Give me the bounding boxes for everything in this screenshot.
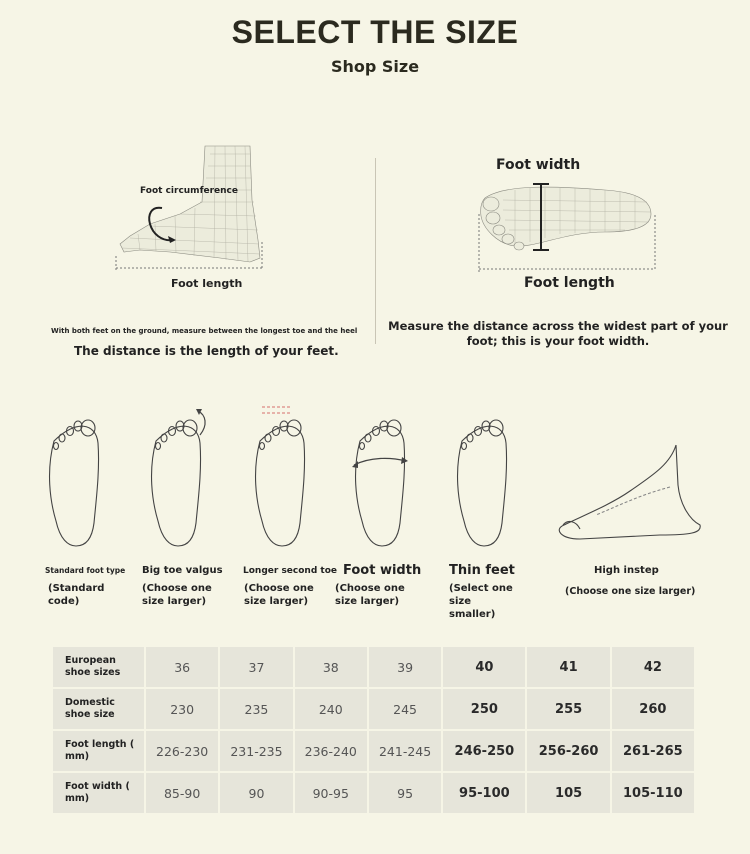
table-row [53, 647, 694, 687]
table-cell: 42 [612, 647, 694, 687]
table-cell: 245 [369, 689, 441, 729]
foot-type-desc-second-toe: (Choose one size larger) [244, 583, 314, 607]
table-cell: 260 [612, 689, 694, 729]
table-row [53, 731, 694, 771]
row-header: Domestic shoe size [53, 689, 144, 729]
measure-instruction-small: With both feet on the ground, measure between the longest toe and the heel [51, 327, 358, 335]
panel-divider [375, 158, 376, 344]
foot-type-desc-standard: (Standard code) [48, 583, 105, 607]
foot-type-desc-width: (Choose one size larger) [335, 583, 405, 607]
foot-type-desc-big-toe: (Choose one size larger) [142, 583, 212, 607]
size-chart-table [51, 645, 696, 815]
foot-side-illustration [110, 140, 270, 290]
table-cell: 90 [220, 773, 292, 813]
foot-type-name-width: Foot width [343, 563, 422, 578]
table-cell: 95 [369, 773, 441, 813]
table-cell: 231-235 [220, 731, 292, 771]
table-row [53, 773, 694, 813]
table-cell: 246-250 [443, 731, 525, 771]
longer-second-toe-icon [256, 407, 305, 546]
page-title: SELECT THE SIZE [231, 14, 519, 50]
foot-width-note: Measure the distance across the widest part of your foot; this is your foot width. [388, 319, 728, 348]
table-cell: 235 [220, 689, 292, 729]
table-cell: 37 [220, 647, 292, 687]
table-row [53, 689, 694, 729]
foot-top-illustration [475, 176, 660, 276]
table-cell: 241-245 [369, 731, 441, 771]
table-cell: 95-100 [443, 773, 525, 813]
table-cell: 40 [443, 647, 525, 687]
table-cell: 105 [527, 773, 609, 813]
foot-length-label-left: Foot length [171, 277, 243, 290]
high-instep-icon [559, 445, 700, 539]
table-cell: 38 [295, 647, 367, 687]
foot-circumference-label: Foot circumference [140, 186, 238, 196]
table-cell: 256-260 [527, 731, 609, 771]
table-cell: 230 [146, 689, 218, 729]
big-toe-valgus-icon [152, 409, 206, 546]
foot-type-name-second-toe: Longer second toe [243, 566, 337, 576]
table-cell: 85-90 [146, 773, 218, 813]
table-cell: 39 [369, 647, 441, 687]
foot-length-note: The distance is the length of your feet. [74, 344, 339, 358]
table-cell: 226-230 [146, 731, 218, 771]
foot-length-label-right: Foot length [524, 275, 615, 291]
foot-type-name-big-toe: Big toe valgus [142, 565, 223, 576]
table-cell: 41 [527, 647, 609, 687]
table-cell: 236-240 [295, 731, 367, 771]
thin-feet-icon [458, 420, 507, 546]
standard-foot-icon [50, 420, 99, 546]
foot-type-desc-thin: (Select one size smaller) [449, 583, 513, 620]
table-cell: 105-110 [612, 773, 694, 813]
table-cell: 261-265 [612, 731, 694, 771]
foot-type-desc-instep: (Choose one size larger) [565, 586, 696, 597]
foot-type-name-instep: High instep [594, 565, 659, 576]
table-cell: 90-95 [295, 773, 367, 813]
table-cell: 36 [146, 647, 218, 687]
foot-type-name-thin: Thin feet [449, 563, 515, 578]
wide-foot-icon [352, 420, 408, 546]
row-header: Foot length ( mm) [53, 731, 144, 771]
table-cell: 250 [443, 689, 525, 729]
foot-type-name-standard: Standard foot type [45, 566, 126, 575]
row-header: Foot width ( mm) [53, 773, 144, 813]
foot-types-illustrations [40, 405, 720, 555]
table-cell: 255 [527, 689, 609, 729]
table-cell: 240 [295, 689, 367, 729]
row-header: European shoe sizes [53, 647, 144, 687]
page-subtitle: Shop Size [330, 57, 420, 76]
foot-width-label: Foot width [496, 157, 581, 173]
